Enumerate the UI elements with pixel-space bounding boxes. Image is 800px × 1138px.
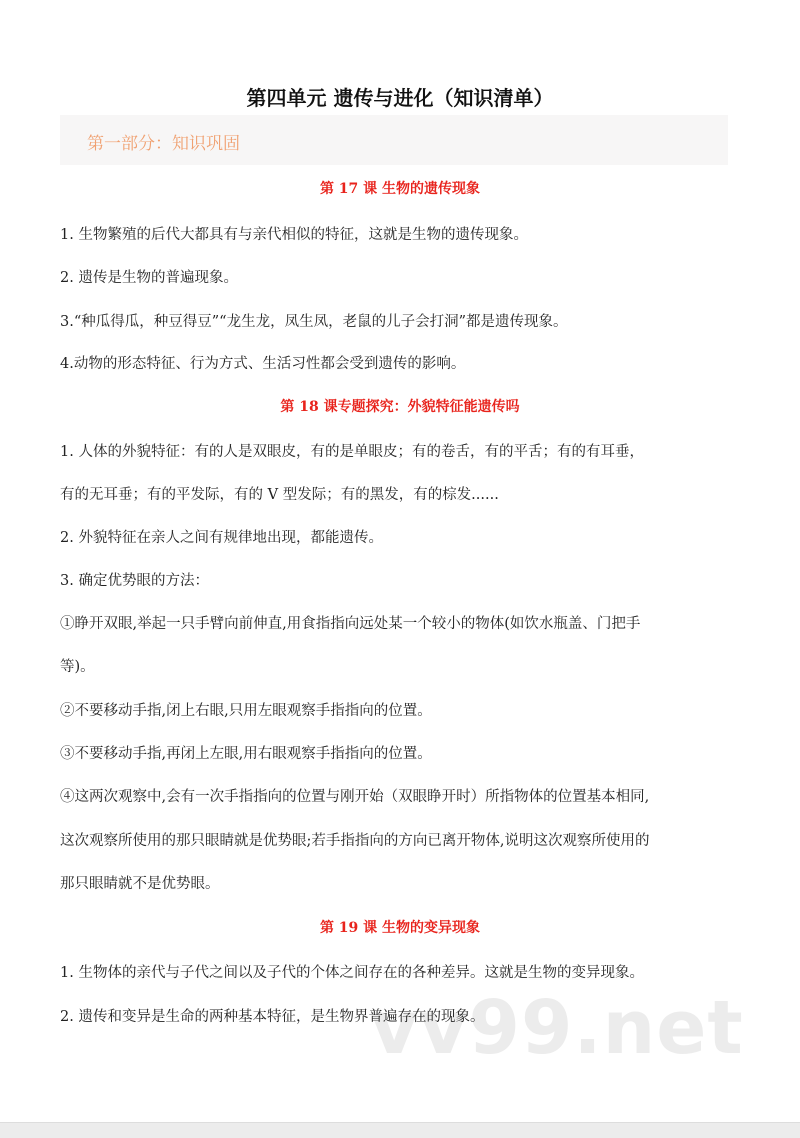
text-line: 这次观察所使用的那只眼睛就是优势眼;若手指指向的方向已离开物体,说明这次观察所使用的 xyxy=(60,833,650,849)
text-line: 3.“种瓜得瓜，种豆得豆”“龙生龙，凤生凤，老鼠的儿子会打洞”都是遗传现象。 xyxy=(60,314,568,330)
watermark: vv99.net xyxy=(370,985,744,1071)
text-line: 1. 人体的外貌特征：有的人是双眼皮，有的是单眼皮；有的卷舌，有的平舌；有的有耳垂， xyxy=(60,444,644,460)
part-banner xyxy=(60,115,728,165)
text-line: ②不要移动手指,闭上右眼,只用左眼观察手指指向的位置。 xyxy=(60,703,432,719)
text-line: 2. 外貌特征在亲人之间有规律地出现，都能遗传。 xyxy=(60,530,383,546)
lesson-heading: 第 19 课 生物的变异现象 xyxy=(319,920,481,936)
text-line: 2. 遗传和变异是生命的两种基本特征，是生物界普遍存在的现象。 xyxy=(60,1009,485,1025)
lesson-heading: 第 18 课专题探究：外貌特征能遗传吗 xyxy=(280,399,520,415)
document-title: 第四单元 遗传与进化（知识清单） xyxy=(246,86,554,110)
page-bottom-bar xyxy=(0,1122,800,1138)
text-line: 4.动物的形态特征、行为方式、生活习性都会受到遗传的影响。 xyxy=(60,356,466,372)
text-line: 1. 生物繁殖的后代大都具有与亲代相似的特征，这就是生物的遗传现象。 xyxy=(60,227,528,243)
text-line: 3. 确定优势眼的方法： xyxy=(60,573,209,589)
text-line: ③不要移动手指,再闭上左眼,用右眼观察手指指向的位置。 xyxy=(60,746,432,762)
text-line: 有的无耳垂；有的平发际，有的 V 型发际；有的黑发，有的棕发...... xyxy=(60,487,499,503)
text-line: 2. 遗传是生物的普遍现象。 xyxy=(60,270,238,286)
text-line: 等)。 xyxy=(60,659,95,675)
part-label: 第一部分：知识巩固 xyxy=(87,134,240,154)
text-line: 那只眼睛就不是优势眼。 xyxy=(60,876,220,892)
text-line: ④这两次观察中,会有一次手指指向的位置与刚开始（双眼睁开时）所指物体的位置基本相同, xyxy=(60,789,650,805)
text-line: 1. 生物体的亲代与子代之间以及子代的个体之间存在的各种差异。这就是生物的变异现象。 xyxy=(60,965,644,981)
text-line: ①睁开双眼,举起一只手臂向前伸直,用食指指向远处某一个较小的物体(如饮水瓶盖、门把手 xyxy=(60,616,641,632)
lesson-heading: 第 17 课 生物的遗传现象 xyxy=(319,181,481,197)
